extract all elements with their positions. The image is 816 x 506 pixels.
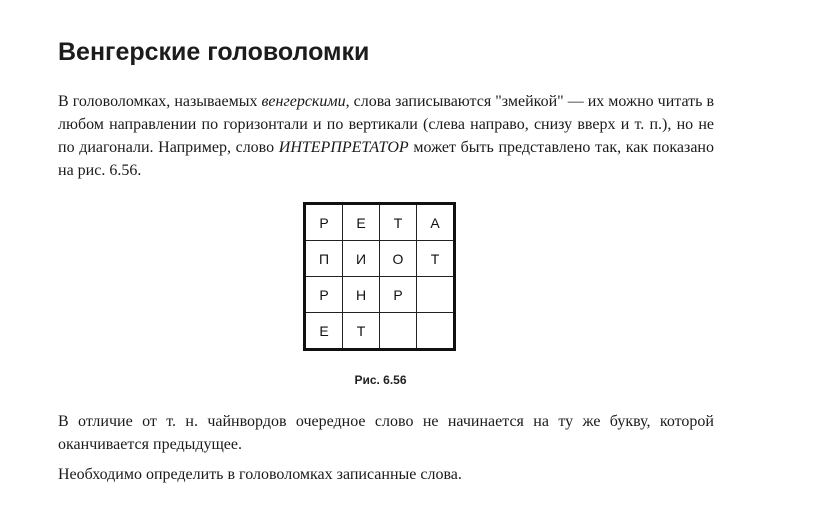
grid-cell: Т [417,241,455,277]
grid-row [305,277,455,313]
grid-cell: Н [343,277,380,313]
intro-paragraph [58,90,714,182]
grid-cell: Е [343,204,380,241]
grid-cell [417,277,455,313]
grid-cell [417,313,455,350]
grid-cell: Р [305,277,343,313]
grid-cell: Р [380,277,417,313]
grid-row [305,204,455,241]
grid-cell: О [380,241,417,277]
page-title: Венгерские головоломки [58,38,370,66]
puzzle-grid [303,202,456,351]
term-hungarian: венгерскими [261,93,346,110]
grid-row [305,313,455,350]
intro-text-3: может быть представлено так, как показано на рис. 6.56. [58,139,714,179]
intro-text-2: , слова записываются "змейкой" — их можно читать в любом направлении по горизонтали и по вертикали (слева направо, снизу вверх и т. п.), но не по диагонали. Например, слово [58,93,714,156]
grid-cell: Р [305,204,343,241]
example-word: ИНТЕРПРЕТАТОР [278,139,409,156]
figure-caption: Рис. 6.56 [354,373,407,387]
paragraph-task: Необходимо определить в головоломках записанные слова. [58,466,462,483]
grid-cell: А [417,204,455,241]
grid-row [305,241,455,277]
grid-cell: Т [343,313,380,350]
intro-text-1: В головоломках, называемых [58,93,262,110]
grid-cell [380,313,417,350]
grid-cell: Т [380,204,417,241]
grid-cell: Е [305,313,343,350]
paragraph-chainword: В отличие от т. н. чайнвордов очередное слово не начинается на ту же букву, которой оканчивается предыдущее. [58,413,714,453]
grid-cell: И [343,241,380,277]
grid-cell: П [305,241,343,277]
